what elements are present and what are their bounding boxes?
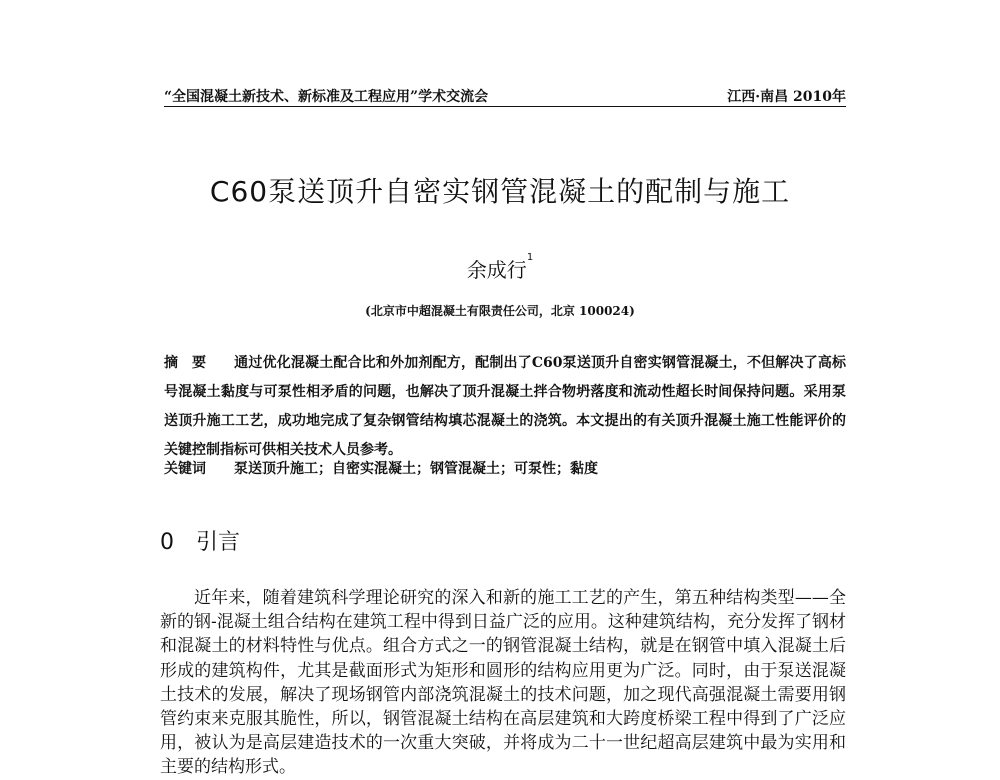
section-title: 引言: [196, 530, 241, 555]
keywords-text: 泵送顶升施工；自密实混凝土；钢管混凝土；可泵性；黏度: [234, 461, 598, 477]
conference-name: “全国混凝土新技术、新标准及工程应用”学术交流会: [164, 89, 489, 105]
paper-title: C60泵送顶升自密实钢管混凝土的配制与施工: [209, 175, 791, 208]
author-name: 余成行: [466, 258, 527, 282]
section-heading: [160, 525, 240, 556]
abstract-text: 通过优化混凝土配合比和外加剂配方，配制出了C60泵送顶升自密实钢管混凝土，不但解决了高标号混凝土黏度与可泵性相矛盾的问题，也解决了顶升混凝土拌合物坍落度和流动性超长时间保持问题。采用泵送顶升施工工艺，成功地完成了复杂钢管结构填芯混凝土的浇筑。本文提出的有关顶升混凝土施工性能评价的关键控制指标可供相关技术人员参考。: [164, 355, 846, 458]
body-paragraph: 近年来，随着建筑科学理论研究的深入和新的施工工艺的产生，第五种结构类型——全新的钢-混凝土组合结构在建筑工程中得到日益广泛的应用。这种建筑结构，充分发挥了钢材和混凝土的材料特性与优点。组合方式之一的钢管混凝土结构，就是在钢管中填入混凝土后形成的建筑构件，尤其是截面形式为矩形和圆形的结构应用更为广泛。同时，由于泵送混凝土技术的发展，解决了现场钢管内部浇筑混凝土的技术问题，加之现代高强混凝土需要用钢管约束来克服其脆性，所以，钢管混凝土结构在高层建筑和大跨度桥梁工程中得到了广泛应用，被认为是高层建造技术的一次重大突破，并将成为二十一世纪超高层建筑中最为实用和主要的结构形式。: [160, 588, 846, 778]
page-header: [164, 86, 846, 107]
affiliation: (北京市中超混凝土有限责任公司，北京 100024): [365, 304, 635, 318]
author-footnote-mark: 1: [526, 252, 534, 263]
section-number: 0: [160, 530, 174, 555]
location-year: 江西·南昌 2010年: [727, 89, 846, 105]
abstract: [164, 349, 846, 465]
author-line: [0, 254, 1000, 283]
keywords: [164, 458, 846, 478]
keywords-label: 关键词: [164, 461, 206, 477]
abstract-label: 摘 要: [164, 355, 206, 371]
